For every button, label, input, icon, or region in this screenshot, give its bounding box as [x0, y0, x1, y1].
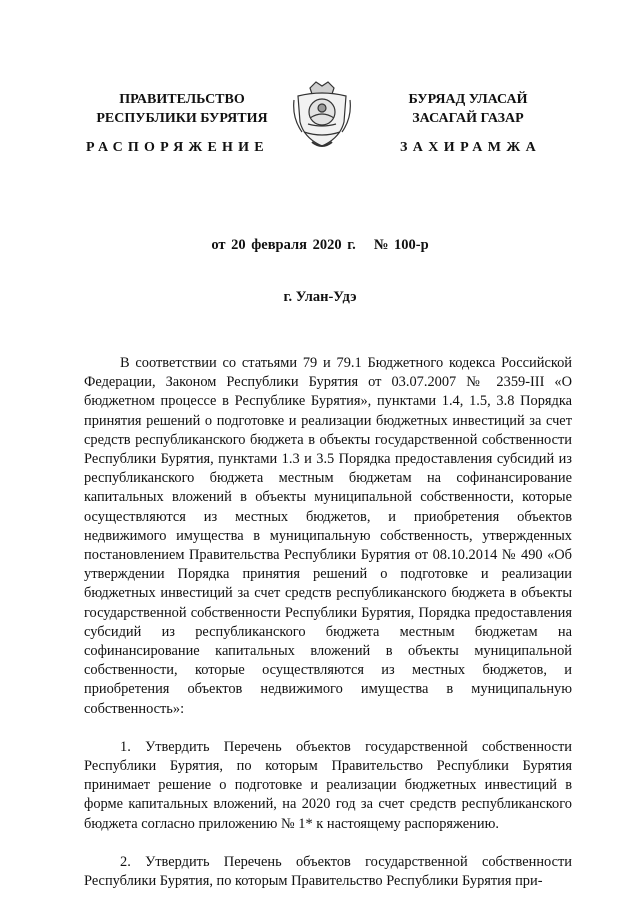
- act-type-russian: РАСПОРЯЖЕНИЕ: [86, 140, 269, 155]
- issuer-name-buryat: [374, 90, 562, 128]
- act-type-buryat: ЗАХИРАМЖА: [400, 140, 542, 155]
- decree-body: [84, 354, 572, 891]
- decree-number: № 100-р: [373, 237, 429, 253]
- decree-date: от 20 февраля 2020 г.: [211, 237, 356, 253]
- decree-date-number: [0, 237, 640, 254]
- issuer-line-2: РЕСПУБЛИКИ БУРЯТИЯ: [96, 111, 268, 126]
- coat-of-arms-icon: [290, 78, 354, 150]
- issuer-line-2-buryat: ЗАСАГАЙ ГАЗАР: [412, 111, 524, 126]
- decree-city: г. Улан-Удэ: [283, 289, 357, 305]
- paragraph-item-2: 2. Утвердить Перечень объектов государственной собственности Республики Бурятия, по которым Правительство Республики Бурятия при-: [84, 853, 572, 890]
- issuer-line-1-buryat: БУРЯАД УЛАСАЙ: [408, 92, 528, 107]
- paragraph-item-1: 1. Утвердить Перечень объектов государственной собственности Республики Бурятия, по которым Правительство Республики Бурятия принимает решение о подготовке и реализации бюджетных инвестиций в форме капитальных вложений, на 2020 год за счет средств республиканского бюджета согласно приложению № 1* к настоящему распоряжению.: [84, 738, 572, 832]
- issuer-name-russian: [84, 90, 280, 128]
- paragraph-preamble: В соответствии со статьями 79 и 79.1 Бюджетного кодекса Российской Федерации, Законом Республики Бурятия от 03.07.2007 № 2359-III «О бюджетном процессе в Республике Бурятия», пунктами 1.4, 1.5, 3.8 Порядка принятия решений о подготовке и реализации бюджетных инвестиций за счет средств республиканского бюджета в объекты государственной собственности Республики Бурятия, пунктами 1.3 и 3.5 Порядка предоставления субсидий из республиканского бюджета местным бюджетам на софинансирование капитальных вложений в объекты муниципальной собственности, которые осуществляются из местных бюджетов, и приобретения объектов недвижимого имущества в муниципальную собственность, утвержденных постановлением Правительства Республики Бурятия от 08.10.2014 № 490 «Об утверждении Порядка принятия решений о подготовке и реализации бюджетных инвестиций за счет средств республиканского бюджета в объекты государственной собственности Республики Бурятия, Порядка предоставления субсидий из республиканского бюджета местным бюджетам на софинансирование капитальных вложений в объекты муниципальной собственности, которые осуществляются из местных бюджетов, и приобретения объектов недвижимого имущества в муниципальную собственность»:: [84, 355, 572, 717]
- issuer-line-1: ПРАВИТЕЛЬСТВО: [119, 92, 245, 107]
